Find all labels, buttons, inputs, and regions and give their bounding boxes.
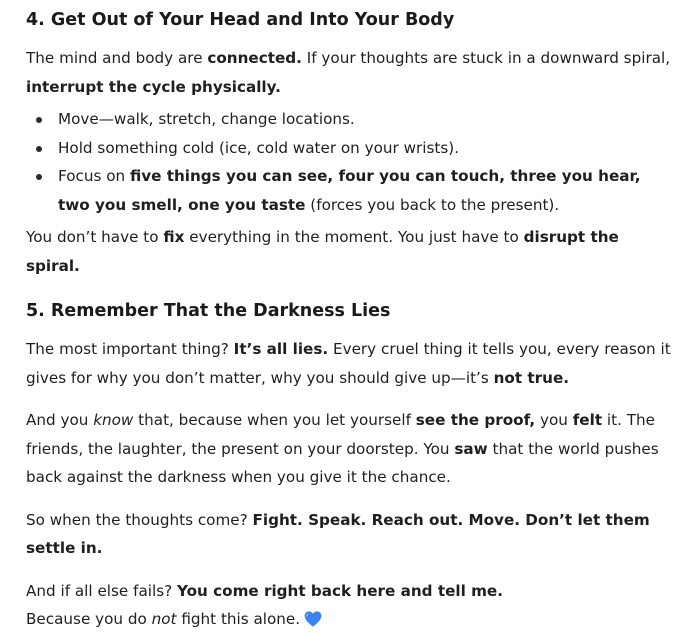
section-4-heading: 4. Get Out of Your Head and Into Your Body [26,10,455,30]
blue-heart-icon [304,611,322,627]
bullet-dot [36,146,42,152]
section-5-paragraph-4: And if all else fails? You come right back here and tell me. Because you do not fight this alone. [26,581,503,628]
list-item: Focus on five things you can see, four you can touch, three you hear, two you smell, one you taste (forces you back to the present). [26,162,672,219]
section-4-intro: The mind and body are connected. If your thoughts are stuck in a downward spiral, interrupt the cycle physically. [26,49,671,96]
list-item: Hold something cold (ice, cold water on your wrists). [26,134,672,163]
section-4-bullet-list [26,105,672,219]
section-5-heading: 5. Remember That the Darkness Lies [26,301,391,321]
bullet-dot [36,174,42,180]
section-5-paragraph-2: And you know that, because when you let yourself see the proof, you felt it. The friends, the laughter, the present on your doorstep. You saw that the world pushes back against the darkness when you give it the chance. [26,411,659,486]
bullet-dot [36,117,42,123]
section-5-paragraph-3: So when the thoughts come? Fight. Speak. Reach out. Move. Don’t let them settle in. [26,510,650,557]
blue-heart-shape [305,611,322,626]
section-4-closing: You don’t have to fix everything in the moment. You just have to disrupt the spiral. [26,228,619,275]
list-item: Move—walk, stretch, change locations. [26,105,672,134]
section-5-paragraph-1: The most important thing? It’s all lies. Every cruel thing it tells you, every reason it gives for why you don’t matter, why you should give up—it’s not true. [26,340,671,387]
